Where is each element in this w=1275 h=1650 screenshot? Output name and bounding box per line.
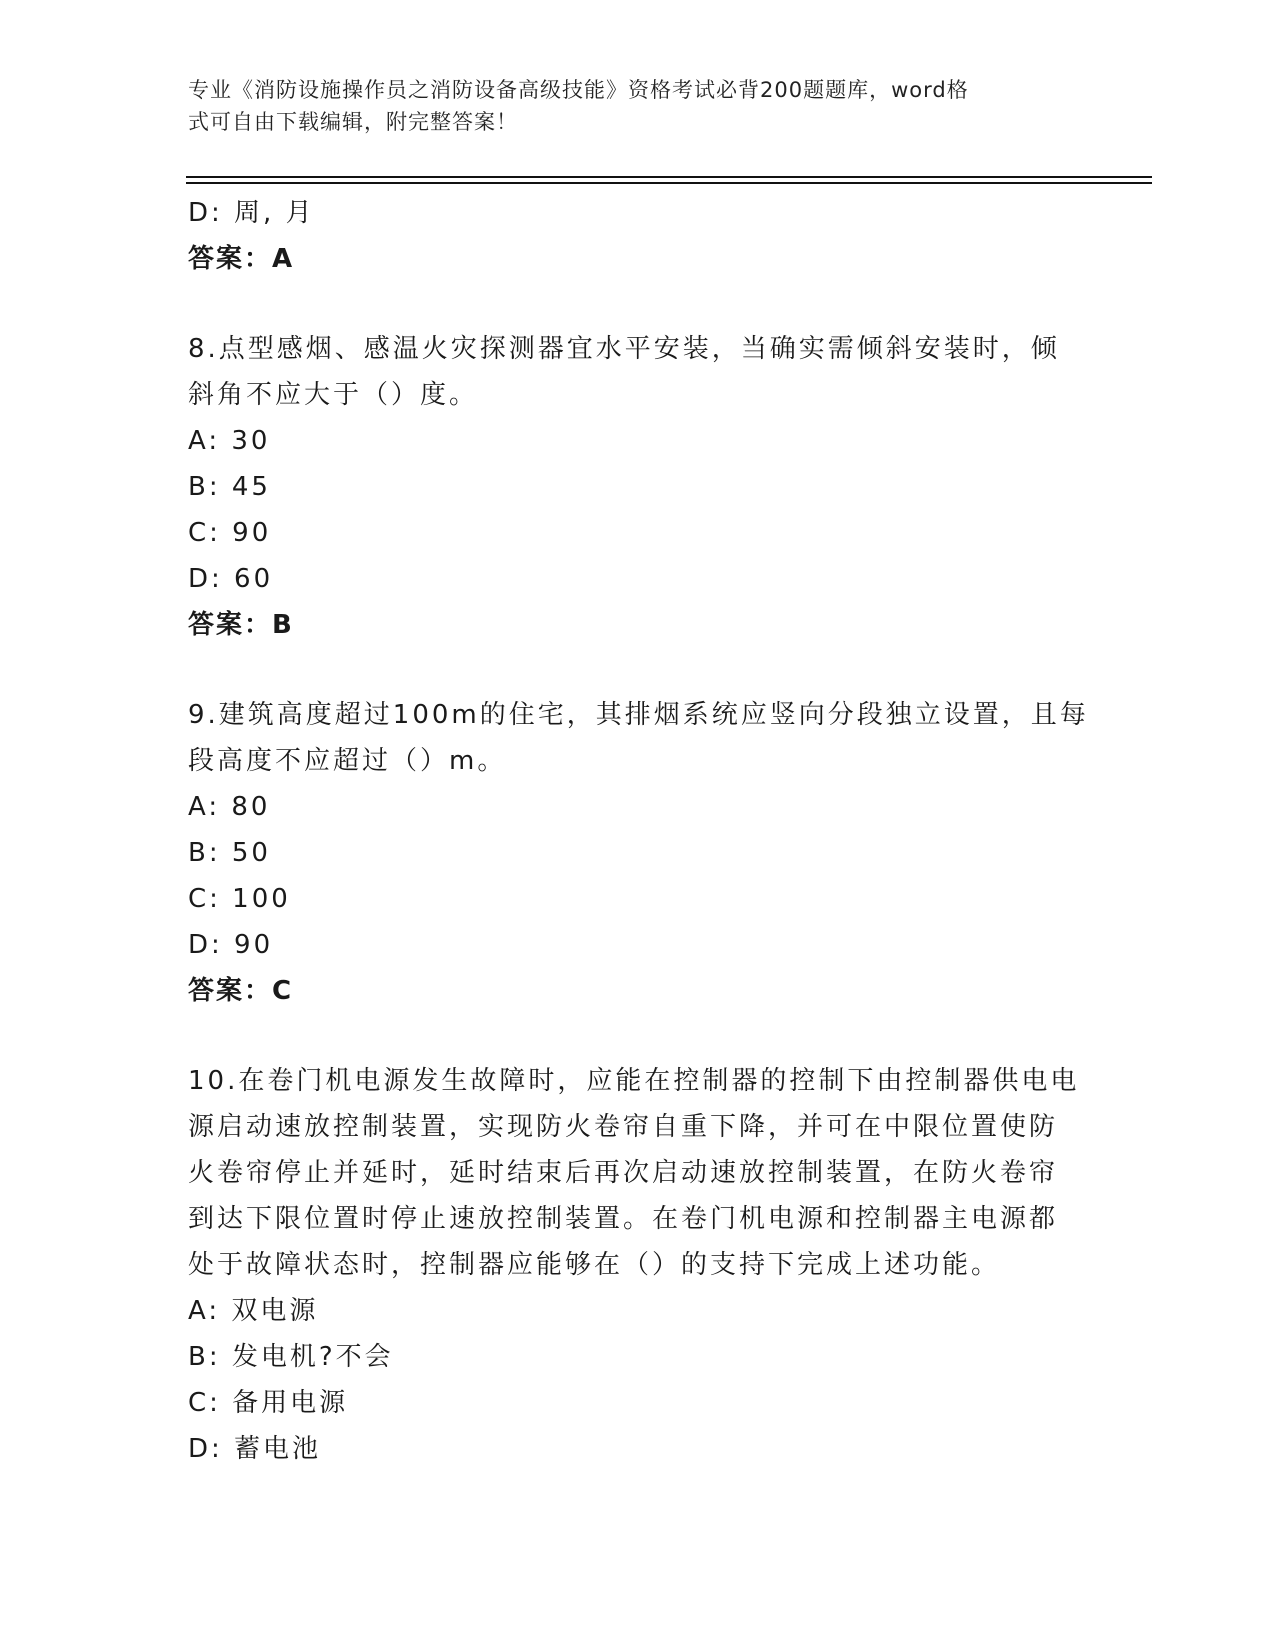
option-c: C: 100 (188, 884, 291, 914)
option-a: A: 双电源 (188, 1296, 319, 1326)
header-title-line-1: 专业《消防设施操作员之消防设备高级技能》资格考试必背200题题库，word格 (188, 78, 969, 102)
question-stem-line: 到达下限位置时停止速放控制装置。在卷门机电源和控制器主电源都 (188, 1204, 1059, 1234)
spacer (188, 648, 1088, 692)
option-d: D: 蓄电池 (188, 1434, 322, 1464)
answer-label: 答案：A (188, 244, 295, 274)
question-stem-line: 处于故障状态时，控制器应能够在（）的支持下完成上述功能。 (188, 1250, 1001, 1280)
document-header (188, 74, 1068, 138)
question-9 (188, 692, 1088, 1014)
header-divider-top (186, 176, 1152, 178)
question-stem-line: 9.建筑高度超过100m的住宅，其排烟系统应竖向分段独立设置，且每 (188, 700, 1089, 730)
option-c: C: 备用电源 (188, 1388, 349, 1418)
spacer (188, 1014, 1088, 1058)
question-stem-line: 斜角不应大于（）度。 (188, 380, 479, 410)
spacer (188, 282, 1088, 326)
answer-label: 答案：B (188, 610, 294, 640)
question-stem-line: 段高度不应超过（）m。 (188, 746, 507, 776)
option-d: D: 60 (188, 564, 274, 594)
question-stem-line: 源启动速放控制装置，实现防火卷帘自重下降，并可在中限位置使防 (188, 1112, 1059, 1142)
option-b: B: 50 (188, 838, 271, 868)
option-b: B: 45 (188, 472, 271, 502)
question-10 (188, 1058, 1088, 1472)
question-list (188, 190, 1088, 1472)
option-d: D: 90 (188, 930, 274, 960)
option-a: A: 80 (188, 792, 271, 822)
option-b: B: 发电机?不会 (188, 1342, 394, 1372)
header-divider-bottom (186, 182, 1152, 184)
question-stem-line: 10.在卷门机电源发生故障时，应能在控制器的控制下由控制器供电电 (188, 1066, 1080, 1096)
question-stem-line: 火卷帘停止并延时，延时结束后再次启动速放控制装置，在防火卷帘 (188, 1158, 1059, 1188)
option-c: C: 90 (188, 518, 272, 548)
question-8 (188, 326, 1088, 648)
option-d: D: 周, 月 (188, 198, 315, 228)
answer-label: 答案：C (188, 976, 294, 1006)
previous-question-tail (188, 190, 1088, 282)
question-stem-line: 8.点型感烟、感温火灾探测器宜水平安装，当确实需倾斜安装时，倾 (188, 334, 1060, 364)
option-a: A: 30 (188, 426, 271, 456)
header-title-line-2: 式可自由下载编辑，附完整答案！ (188, 110, 518, 134)
